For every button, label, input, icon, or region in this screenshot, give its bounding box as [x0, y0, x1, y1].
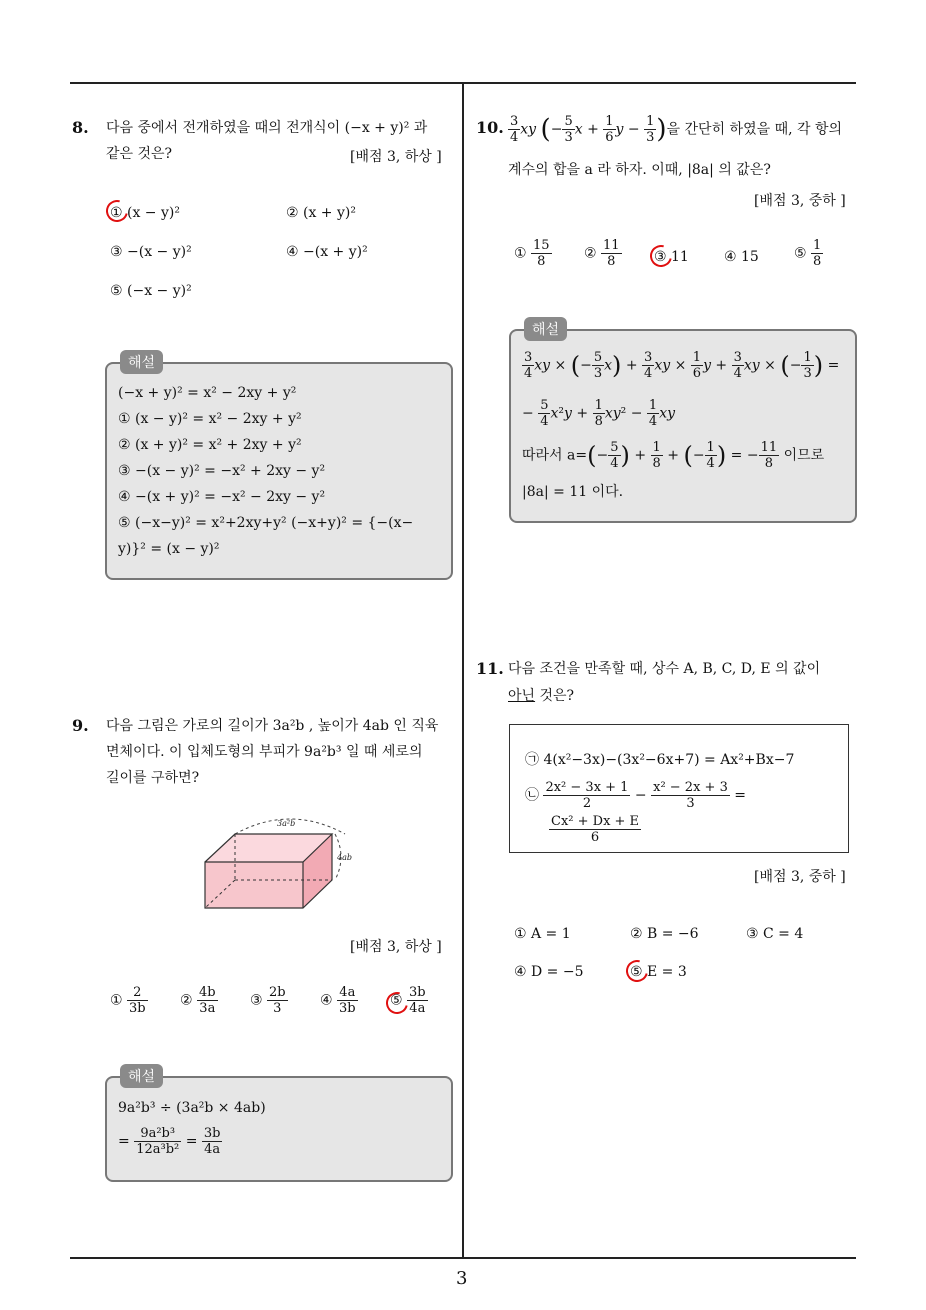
q9-option-3[interactable]	[250, 985, 288, 1016]
question-9-text-line2: 면체이다. 이 입체도형의 부피가 9a²b³ 일 때 세로의	[106, 744, 423, 760]
q8-solution-line: ① (x − y)² = x² − 2xy + y²	[118, 411, 302, 427]
q11-option-1[interactable]: ① A = 1	[514, 926, 571, 942]
q11-option-3[interactable]: ③ C = 4	[746, 926, 804, 942]
q10-solution-line1: $\frac{3}{4}$ xy × (− $\frac{5}{3}$ x) + $\frac{3}{4}$ xy × $\frac{1}{6}$ y + $\frac{3}{4}$ xy × (− $\frac{1}{3}$ ) =	[524, 350, 840, 381]
q8-option-1[interactable]: ① (x − y)²	[110, 205, 180, 221]
q9-solution-line2: = $\frac{\text{9a²b³}}{\text{12a³b²}}$ = $\frac{3b}{4a}$	[118, 1126, 221, 1157]
q9-option-5-num: ⑤	[390, 992, 403, 1009]
question-10-score: [배점 3, 중하 ]	[754, 193, 846, 209]
q9-option-3-num: ③	[250, 992, 263, 1009]
q9-option-4-num: ④	[320, 992, 333, 1009]
q8-option-3[interactable]: ③ −(x − y)²	[110, 244, 192, 260]
question-11-number: 11.	[476, 659, 504, 678]
column-divider	[462, 82, 464, 1258]
q11-option-4[interactable]: ④ D = −5	[514, 964, 584, 980]
question-10-text-line2: 계수의 합을 a 라 하자. 이때, |8a| 의 값은?	[508, 162, 771, 178]
question-9-score: [배점 3, 하상 ]	[350, 939, 442, 955]
q9-option-1-fraction: $\frac{2}{3b}$	[129, 985, 146, 1016]
q9-option-2-fraction: $\frac{4b}{3a}$	[199, 985, 216, 1016]
q10-option-3[interactable]: ③ 11	[654, 249, 689, 265]
q10-solution-line3: 따라서 a=(− $\frac{5}{4}$ ) + $\frac{1}{8}$ + (− $\frac{1}{4}$ ) = − $\frac{11}{8}$ 이므로	[522, 440, 825, 471]
q8-solution-line: ② (x + y)² = x² + 2xy + y²	[118, 437, 302, 453]
q11-condition-2-rhs: $\frac{\text{Cx² + Dx + E}}{6}$	[551, 814, 640, 845]
q8-solution-line: (−x + y)² = x² − 2xy + y²	[118, 385, 297, 401]
q9-option-5-fraction: $\frac{3b}{4a}$	[409, 985, 426, 1016]
question-11-text-line1: 다음 조건을 만족할 때, 상수 A, B, C, D, E 의 값이	[508, 661, 821, 677]
q10-option-1[interactable]: ① $\frac{15}{8}$	[514, 238, 550, 269]
q10-option-2[interactable]: ② $\frac{11}{8}$	[584, 238, 620, 269]
q11-condition-1: ㉠ 4(x²−3x)−(3x²−6x+7) = Ax²+Bx−7	[525, 752, 795, 768]
q8-solution-tag: 해설	[120, 350, 163, 374]
q10-option-5[interactable]: ⑤ $\frac{1}{8}$	[794, 238, 822, 269]
cuboid-figure	[195, 812, 375, 916]
q8-option-2[interactable]: ② (x + y)²	[286, 205, 356, 221]
q11-option-5[interactable]: ⑤ E = 3	[630, 964, 687, 980]
q8-solution-line: ⑤ (−x−y)² = x²+2xy+y² (−x+y)² = {−(x−	[118, 515, 414, 531]
question-11-score: [배점 3, 중하 ]	[754, 869, 846, 885]
question-10-number: 10.	[476, 118, 504, 137]
question-9-number: 9.	[72, 716, 89, 735]
question-8-score: [배점 3, 하상 ]	[350, 149, 442, 165]
page-number: 3	[456, 1268, 468, 1289]
q9-option-1-num: ①	[110, 992, 123, 1009]
q8-solution-line: y)}² = (x − y)²	[118, 541, 220, 557]
question-8-text-line1: 다음 중에서 전개하였을 때의 전개식이 (−x + y)² 과	[106, 120, 428, 136]
q9-option-4-fraction: $\frac{4a}{3b}$	[339, 985, 356, 1016]
q9-option-3-fraction: $\frac{2b}{3}$	[269, 985, 286, 1016]
q9-option-4[interactable]	[320, 985, 358, 1016]
q8-option-5[interactable]: ⑤ (−x − y)²	[110, 283, 192, 299]
q9-option-1[interactable]	[110, 985, 148, 1016]
q10-solution-line4: |8a| = 11 이다.	[522, 484, 624, 500]
fig-width-label: 3a²b	[277, 819, 296, 828]
question-11-text-line2: 아닌 것은?	[508, 688, 575, 704]
q8-solution-line: ④ −(x + y)² = −x² − 2xy − y²	[118, 489, 326, 505]
question-8-text-line2: 같은 것은?	[106, 146, 173, 162]
q9-option-2-num: ②	[180, 992, 193, 1009]
q10-solution-line2: − $\frac{5}{4}$ x²y + $\frac{1}{8}$ xy² − $\frac{1}{4}$ xy	[522, 398, 675, 429]
question-10-text-line1: $\frac{3}{4}$ xy (− $\frac{5}{3}$ x + $\frac{1}{6}$ y − $\frac{1}{3}$ )을 간단히 하였을 때, 각 항의	[510, 114, 843, 145]
question-8-number: 8.	[72, 118, 89, 137]
q8-solution-line: ③ −(x − y)² = −x² + 2xy − y²	[118, 463, 326, 479]
q11-condition-2: ㉡ $\frac{\text{2x² − 3x + 1}}{2}$ − $\frac{\text{x² − 2x + 3}}{3}$ =	[525, 780, 747, 811]
q8-option-4[interactable]: ④ −(x + y)²	[286, 244, 368, 260]
q9-option-2[interactable]	[180, 985, 218, 1016]
q9-solution-tag: 해설	[120, 1064, 163, 1088]
question-9-text-line3: 길이를 구하면?	[106, 770, 200, 786]
q10-option-4[interactable]: ④ 15	[724, 249, 759, 265]
question-9-text-line1: 다음 그림은 가로의 길이가 3a²b , 높이가 4ab 인 직육	[106, 718, 439, 734]
q11-option-2[interactable]: ② B = −6	[630, 926, 699, 942]
q9-solution-line1: 9a²b³ ÷ (3a²b × 4ab)	[118, 1100, 266, 1116]
bottom-rule	[70, 1257, 856, 1259]
fig-height-label: 4ab	[337, 853, 352, 862]
q10-solution-tag: 해설	[524, 317, 567, 341]
